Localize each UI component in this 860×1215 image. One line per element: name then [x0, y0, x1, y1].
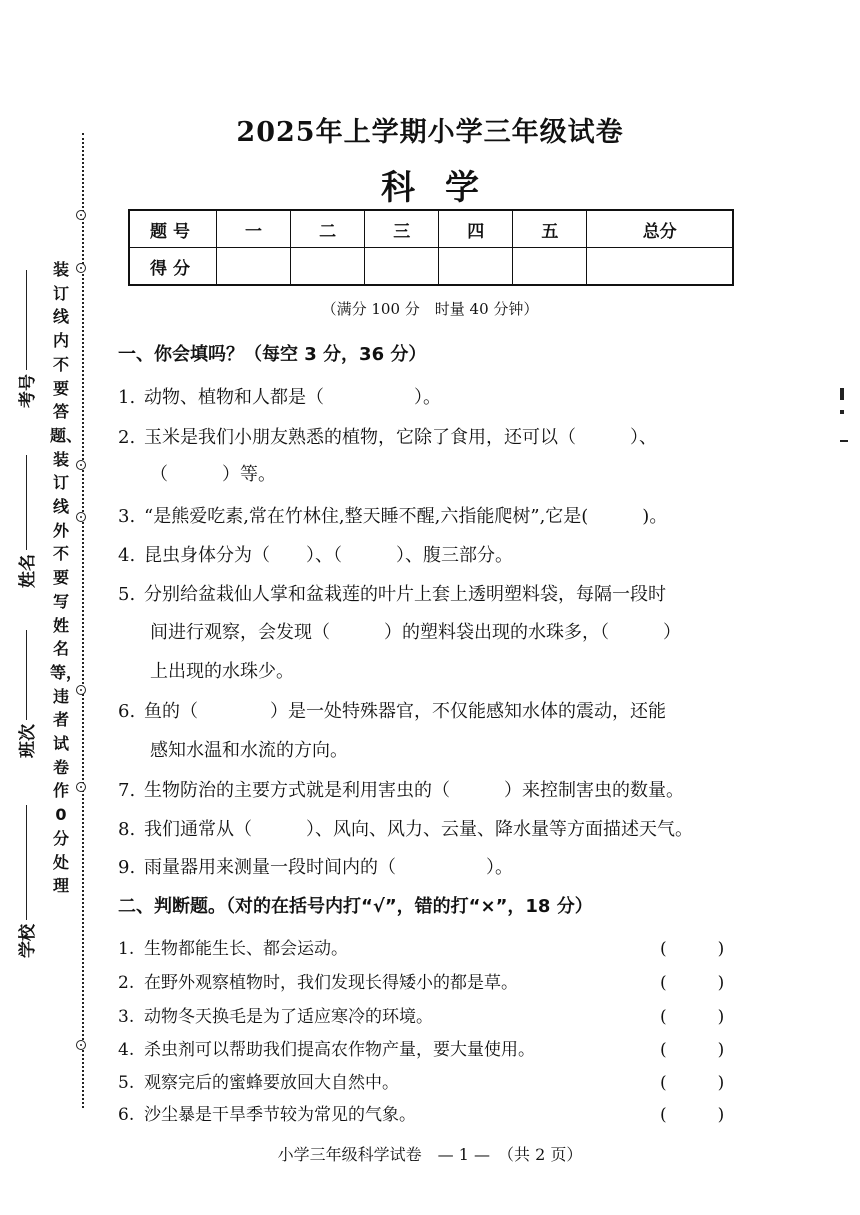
question-text: 动物冬天换毛是为了适应寒冷的环境。 — [144, 1007, 433, 1027]
question-text: 观察完后的蜜蜂要放回大自然中。 — [144, 1073, 399, 1093]
column-header: 四 — [439, 210, 513, 248]
judge-question — [118, 1035, 535, 1060]
judge-question — [118, 1100, 416, 1125]
question-text: 杀虫剂可以帮助我们提高农作物产量，要大量使用。 — [144, 1040, 535, 1060]
question-text: 生物都能生长、都会运动。 — [144, 939, 348, 959]
field-label: 考号 — [18, 374, 38, 408]
question — [118, 580, 666, 606]
question-continuation: （ ）等。 — [150, 464, 276, 485]
question-number: 3. — [118, 506, 136, 527]
question-number: 1. — [118, 939, 135, 959]
question-number: 6. — [118, 1105, 135, 1125]
field-write-line[interactable] — [26, 455, 27, 550]
judge-question — [118, 968, 518, 993]
question-text: 分别给盆栽仙人掌和盆栽莲的叶片上套上透明塑料袋，每隔一段时 — [144, 584, 666, 605]
exam-title: 2025年上学期小学三年级试卷 — [236, 117, 624, 148]
section-heading: 二、判断题。（对的在括号内打“√”，错的打“×”，18 分） — [118, 896, 593, 917]
column-header: 二 — [291, 210, 365, 248]
question-number: 2. — [118, 427, 136, 448]
field-label: 姓名 — [18, 554, 38, 588]
score-cell[interactable] — [439, 248, 513, 286]
answer-parentheses[interactable]: ( ) — [660, 1007, 725, 1027]
binding-hole-icon — [76, 512, 86, 522]
field-write-line[interactable] — [26, 630, 27, 720]
binding-dotted-line — [82, 133, 84, 1108]
column-header: 五 — [513, 210, 587, 248]
question — [118, 776, 684, 802]
question-number: 2. — [118, 973, 135, 993]
answer-parentheses[interactable]: ( ) — [660, 1073, 725, 1093]
score-table-header-row — [129, 210, 733, 248]
row-label: 得分 — [129, 248, 217, 286]
judge-question — [118, 1068, 399, 1093]
binding-hole-icon — [76, 460, 86, 470]
question-text: 沙尘暴是干旱季节较为常见的气象。 — [144, 1105, 416, 1125]
question — [118, 383, 441, 409]
question — [118, 815, 693, 841]
question-text: 昆虫身体分为（ ）、（ ）、腹三部分。 — [144, 545, 513, 566]
binding-hole-icon — [76, 1040, 86, 1050]
page-footer: 小学三年级科学试卷 — 1 — （共 2 页） — [277, 1145, 583, 1164]
subject-title: 科学 — [381, 168, 509, 208]
judge-question — [118, 934, 348, 959]
scan-mark — [840, 440, 848, 442]
question-continuation: 感知水温和水流的方向。 — [150, 740, 348, 761]
question — [118, 853, 513, 879]
question-number: 4. — [118, 1040, 135, 1060]
column-header: 总分 — [587, 210, 733, 248]
column-header: 三 — [365, 210, 439, 248]
score-cell[interactable] — [513, 248, 587, 286]
field-label: 班次 — [18, 724, 38, 758]
binding-warning: 装订线内不要答题、装订线外不要写姓名等，违者试卷作0分处理 — [50, 260, 83, 896]
score-table-score-row — [129, 248, 733, 286]
section-heading: 一、你会填吗？（每空 3 分，36 分） — [118, 344, 427, 365]
answer-parentheses[interactable]: ( ) — [660, 973, 725, 993]
question-text: 玉米是我们小朋友熟悉的植物，它除了食用，还可以（ ）、 — [144, 427, 657, 448]
question-text: 鱼的（ ）是一处特殊器官，不仅能感知水体的震动，还能 — [144, 701, 666, 722]
question-text: 生物防治的主要方式就是利用害虫的（ ）来控制害虫的数量。 — [144, 780, 684, 801]
question — [118, 541, 513, 567]
question-text: 动物、植物和人都是（ ）。 — [144, 387, 441, 408]
question-number: 8. — [118, 819, 136, 840]
score-cell[interactable] — [291, 248, 365, 286]
question-number: 5. — [118, 584, 136, 605]
score-table — [128, 209, 734, 286]
answer-parentheses[interactable]: ( ) — [660, 1105, 725, 1125]
score-cell[interactable] — [365, 248, 439, 286]
score-cell[interactable] — [217, 248, 291, 286]
question-continuation: 上出现的水珠少。 — [150, 661, 294, 682]
question-text: “是熊爱吃素,常在竹林住,整天睡不醒,六指能爬树”,它是( )。 — [144, 506, 668, 527]
binding-hole-icon — [76, 210, 86, 220]
answer-parentheses[interactable]: ( ) — [660, 1040, 725, 1060]
score-cell[interactable] — [587, 248, 733, 286]
field-write-line[interactable] — [26, 805, 27, 920]
question-text: 雨量器用来测量一段时间内的（ ）。 — [144, 857, 513, 878]
field-label: 学校 — [18, 924, 38, 958]
question — [118, 502, 667, 528]
question-number: 7. — [118, 780, 136, 801]
judge-question — [118, 1002, 433, 1027]
question-number: 6. — [118, 701, 136, 722]
question-number: 3. — [118, 1007, 135, 1027]
binding-hole-icon — [76, 685, 86, 695]
exam-note: （满分 100 分 时量 40 分钟） — [321, 300, 539, 318]
question-number: 5. — [118, 1073, 135, 1093]
binding-hole-icon — [76, 782, 86, 792]
answer-parentheses[interactable]: ( ) — [660, 939, 725, 959]
question — [118, 697, 666, 723]
question-text: 在野外观察植物时，我们发现长得矮小的都是草。 — [144, 973, 518, 993]
scan-mark — [840, 410, 844, 414]
question-number: 9. — [118, 857, 136, 878]
question-text: 我们通常从（ ）、风向、风力、云量、降水量等方面描述天气。 — [144, 819, 693, 840]
binding-hole-icon — [76, 263, 86, 273]
question — [118, 423, 657, 449]
row-label: 题号 — [129, 210, 217, 248]
question-number: 4. — [118, 545, 136, 566]
scan-mark — [840, 388, 844, 400]
column-header: 一 — [217, 210, 291, 248]
field-write-line[interactable] — [26, 270, 27, 370]
question-number: 1. — [118, 387, 136, 408]
question-continuation: 间进行观察，会发现（ ）的塑料袋出现的水珠多，（ ） — [150, 622, 681, 643]
